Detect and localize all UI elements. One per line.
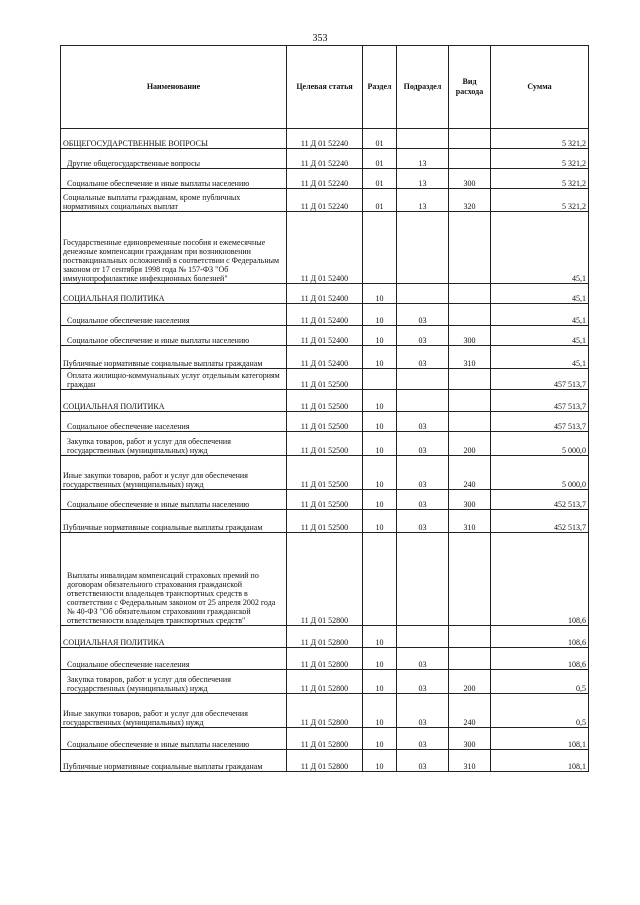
row-expense-type: 300 [449, 169, 491, 189]
row-name: Социальное обеспечение и иные выплаты населению [61, 490, 287, 510]
row-expense-type [449, 212, 491, 284]
row-name: Социальное обеспечение населения [61, 412, 287, 432]
table-row [61, 670, 589, 694]
table-row [61, 326, 589, 346]
row-section: 10 [363, 750, 397, 772]
row-expense-type [449, 284, 491, 304]
table-row [61, 304, 589, 326]
row-expense-type: 320 [449, 189, 491, 212]
row-expense-type: 300 [449, 490, 491, 510]
row-section: 10 [363, 412, 397, 432]
row-amount: 108,1 [491, 728, 589, 750]
table-row [61, 626, 589, 648]
row-amount: 452 513,7 [491, 490, 589, 510]
table-row [61, 456, 589, 490]
table-row [61, 648, 589, 670]
row-amount: 108,1 [491, 750, 589, 772]
row-subsection: 03 [397, 304, 449, 326]
row-name: Оплата жилищно-коммунальных услуг отдельным категориям граждан [61, 369, 287, 390]
row-amount: 108,6 [491, 626, 589, 648]
row-amount: 5 321,2 [491, 149, 589, 169]
header-section: Раздел [363, 46, 397, 129]
row-expense-type: 310 [449, 510, 491, 533]
row-amount: 108,6 [491, 648, 589, 670]
header-expense-type: Вид расхода [449, 46, 491, 129]
row-expense-type [449, 149, 491, 169]
table-row [61, 149, 589, 169]
row-section: 10 [363, 304, 397, 326]
header-target: Целевая статья [287, 46, 363, 129]
row-amount: 108,6 [491, 533, 589, 626]
table-header-row [61, 46, 589, 129]
table-row [61, 189, 589, 212]
row-target: 11 Д 01 52240 [287, 129, 363, 149]
table-row [61, 750, 589, 772]
row-amount: 5 321,2 [491, 129, 589, 149]
table-row [61, 412, 589, 432]
row-amount: 457 513,7 [491, 390, 589, 412]
row-target: 11 Д 01 52800 [287, 728, 363, 750]
row-expense-type [449, 648, 491, 670]
row-name: Социальное обеспечение и иные выплаты населению [61, 326, 287, 346]
row-name: Закупка товаров, работ и услуг для обеспечения государственных (муниципальных) нужд [61, 670, 287, 694]
row-subsection [397, 212, 449, 284]
row-subsection: 13 [397, 189, 449, 212]
row-amount: 0,5 [491, 670, 589, 694]
row-amount: 5 000,0 [491, 456, 589, 490]
row-section: 10 [363, 648, 397, 670]
table-row [61, 490, 589, 510]
row-section: 10 [363, 346, 397, 369]
row-target: 11 Д 01 52400 [287, 284, 363, 304]
row-target: 11 Д 01 52240 [287, 149, 363, 169]
row-name: СОЦИАЛЬНАЯ ПОЛИТИКА [61, 390, 287, 412]
row-expense-type [449, 304, 491, 326]
budget-table [60, 45, 589, 772]
page-number: 353 [312, 33, 328, 44]
row-expense-type: 300 [449, 728, 491, 750]
row-target: 11 Д 01 52500 [287, 412, 363, 432]
row-name: Социальные выплаты гражданам, кроме публичных нормативных социальных выплат [61, 189, 287, 212]
table-row [61, 129, 589, 149]
row-expense-type [449, 626, 491, 648]
row-target: 11 Д 01 52800 [287, 626, 363, 648]
row-amount: 45,1 [491, 284, 589, 304]
row-section: 10 [363, 728, 397, 750]
row-expense-type [449, 412, 491, 432]
row-section: 01 [363, 189, 397, 212]
row-target: 11 Д 01 52400 [287, 304, 363, 326]
row-name: Публичные нормативные социальные выплаты гражданам [61, 750, 287, 772]
row-expense-type: 240 [449, 456, 491, 490]
row-expense-type [449, 390, 491, 412]
row-target: 11 Д 01 52800 [287, 533, 363, 626]
row-expense-type: 300 [449, 326, 491, 346]
row-target: 11 Д 01 52800 [287, 670, 363, 694]
row-target: 11 Д 01 52500 [287, 432, 363, 456]
row-amount: 45,1 [491, 212, 589, 284]
row-target: 11 Д 01 52400 [287, 326, 363, 346]
row-section: 10 [363, 456, 397, 490]
row-name: Государственные единовременные пособия и ежемесячные денежные компенсации гражданам при возникновении поствакцинальных осложнений в соответствии с Федеральным законом от 17 сентября 1998 года № 157-ФЗ "Об иммунопрофилактике инфекционных болезней" [61, 212, 287, 284]
row-subsection: 03 [397, 694, 449, 728]
header-amount: Сумма [491, 46, 589, 129]
row-subsection: 03 [397, 346, 449, 369]
row-target: 11 Д 01 52400 [287, 212, 363, 284]
row-section: 10 [363, 694, 397, 728]
row-section [363, 369, 397, 390]
row-name: Публичные нормативные социальные выплаты гражданам [61, 510, 287, 533]
row-name: Социальное обеспечение населения [61, 648, 287, 670]
row-subsection: 03 [397, 750, 449, 772]
row-section: 10 [363, 626, 397, 648]
row-section: 10 [363, 284, 397, 304]
row-expense-type: 310 [449, 750, 491, 772]
row-name: Публичные нормативные социальные выплаты гражданам [61, 346, 287, 369]
row-subsection: 03 [397, 728, 449, 750]
row-section: 01 [363, 169, 397, 189]
row-target: 11 Д 01 52240 [287, 169, 363, 189]
row-name: Закупка товаров, работ и услуг для обеспечения государственных (муниципальных) нужд [61, 432, 287, 456]
row-target: 11 Д 01 52240 [287, 189, 363, 212]
table-row [61, 728, 589, 750]
row-expense-type [449, 369, 491, 390]
row-section: 01 [363, 149, 397, 169]
row-expense-type [449, 129, 491, 149]
table-row [61, 212, 589, 284]
row-subsection [397, 390, 449, 412]
row-name: ОБЩЕГОСУДАРСТВЕННЫЕ ВОПРОСЫ [61, 129, 287, 149]
row-name: Другие общегосударственные вопросы [61, 149, 287, 169]
row-amount: 45,1 [491, 326, 589, 346]
header-name: Наименование [61, 46, 287, 129]
row-name: Социальное обеспечение населения [61, 304, 287, 326]
row-target: 11 Д 01 52500 [287, 390, 363, 412]
row-subsection: 03 [397, 326, 449, 346]
row-section: 10 [363, 326, 397, 346]
row-amount: 457 513,7 [491, 369, 589, 390]
row-subsection: 03 [397, 648, 449, 670]
row-section: 10 [363, 670, 397, 694]
row-name: СОЦИАЛЬНАЯ ПОЛИТИКА [61, 284, 287, 304]
row-target: 11 Д 01 52500 [287, 369, 363, 390]
row-name: Выплаты инвалидам компенсаций страховых премий по договорам обязательного страхования гражданской ответственности владельцев транспортных средств в соответствии с Федеральным законом от 25 апреля 2002 года № 40-ФЗ "Об обязательном страховании гражданской ответственности владельцев транспортных средств" [61, 533, 287, 626]
row-target: 11 Д 01 52800 [287, 750, 363, 772]
row-amount: 45,1 [491, 304, 589, 326]
row-section: 10 [363, 390, 397, 412]
row-subsection [397, 533, 449, 626]
row-name: Иные закупки товаров, работ и услуг для обеспечения государственных (муниципальных) нужд [61, 456, 287, 490]
table-row [61, 369, 589, 390]
row-amount: 5 321,2 [491, 169, 589, 189]
row-section: 01 [363, 129, 397, 149]
table-row [61, 432, 589, 456]
row-subsection: 03 [397, 456, 449, 490]
row-subsection: 13 [397, 169, 449, 189]
row-subsection [397, 369, 449, 390]
row-subsection: 03 [397, 412, 449, 432]
table-body [61, 129, 589, 772]
row-section [363, 533, 397, 626]
table-row [61, 284, 589, 304]
row-subsection: 03 [397, 670, 449, 694]
row-name: СОЦИАЛЬНАЯ ПОЛИТИКА [61, 626, 287, 648]
row-target: 11 Д 01 52500 [287, 490, 363, 510]
row-subsection: 13 [397, 149, 449, 169]
row-amount: 5 000,0 [491, 432, 589, 456]
row-subsection [397, 626, 449, 648]
row-target: 11 Д 01 52400 [287, 346, 363, 369]
row-expense-type: 200 [449, 432, 491, 456]
row-target: 11 Д 01 52800 [287, 648, 363, 670]
row-section: 10 [363, 510, 397, 533]
row-expense-type: 310 [449, 346, 491, 369]
row-amount: 0,5 [491, 694, 589, 728]
row-subsection [397, 284, 449, 304]
table-row [61, 169, 589, 189]
row-expense-type [449, 533, 491, 626]
table-row [61, 694, 589, 728]
row-section: 10 [363, 432, 397, 456]
row-name: Социальное обеспечение и иные выплаты населению [61, 169, 287, 189]
header-subsection: Подраздел [397, 46, 449, 129]
row-amount: 457 513,7 [491, 412, 589, 432]
row-name: Иные закупки товаров, работ и услуг для обеспечения государственных (муниципальных) нужд [61, 694, 287, 728]
row-section: 10 [363, 490, 397, 510]
row-target: 11 Д 01 52500 [287, 510, 363, 533]
row-name: Социальное обеспечение и иные выплаты населению [61, 728, 287, 750]
table-row [61, 390, 589, 412]
row-subsection: 03 [397, 510, 449, 533]
row-amount: 5 321,2 [491, 189, 589, 212]
row-section [363, 212, 397, 284]
table-row [61, 533, 589, 626]
row-amount: 452 513,7 [491, 510, 589, 533]
row-subsection: 03 [397, 432, 449, 456]
row-expense-type: 200 [449, 670, 491, 694]
row-target: 11 Д 01 52800 [287, 694, 363, 728]
row-subsection: 03 [397, 490, 449, 510]
table-row [61, 346, 589, 369]
row-target: 11 Д 01 52500 [287, 456, 363, 490]
row-subsection [397, 129, 449, 149]
row-expense-type: 240 [449, 694, 491, 728]
table-row [61, 510, 589, 533]
row-amount: 45,1 [491, 346, 589, 369]
